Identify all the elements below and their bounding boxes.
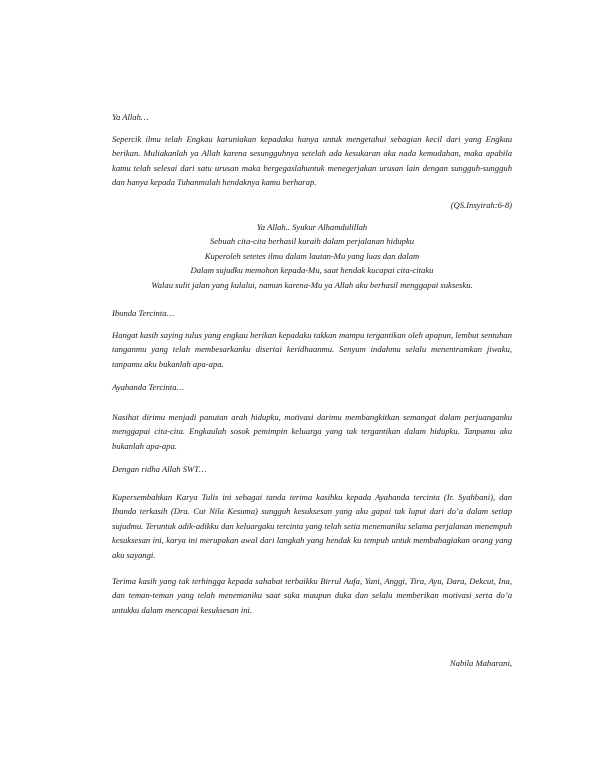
poem-line: Dalam sujudku memohon kepada-Mu, saat hendak kucapai cita-citaku (190, 265, 434, 276)
thanks-paragraph: Terima kasih yang tak terhingga kepada sahabat terbaikku Birrul Aufa, Yani, Anggi, Tira, Ayu, Dara, Dekcut, Ina, dan teman-teman yang telah menemaniku saat suka maupun duka dan selalu memberikan motivasi serta do’a untukku dalam mencapai kesuksesan ini. (112, 576, 512, 615)
ibunda-heading: Ibunda Tercinta… (112, 308, 175, 318)
ayahanda-heading: Ayahanda Tercinta… (112, 382, 185, 392)
poem-line: Walau sulit jalan yang kulalui, namun karena-Mu ya Allah aku berhasil menggapai suksesku. (151, 279, 473, 290)
ridha-heading: Dengan ridha Allah SWT… (112, 464, 207, 474)
poem-line: Ya Allah.. Syukur Alhamdulillah (256, 222, 368, 232)
poem (112, 220, 512, 292)
poem-line: Kuperoleh setetes ilmu dalam lautan-Mu yang luas dan dalam (204, 250, 420, 261)
salutation: Ya Allah… (112, 112, 149, 122)
ayahanda-paragraph: Nasihat dirimu menjadi panutan arah hidupku, motivasi darimu membangkitkan semangat dalam perjuanganku menggapai cita-cita. Engkaulah sosok pemimpin keluarga yang tak tergantikan dalam hidupku. Tanpamu aku bukanlah apa-apa. (112, 412, 512, 451)
dedication-paragraph: Kupersembahkan Karya Tulis ini sebagai tanda terima kasihku kepada Ayahanda tercinta (Ir. Syahbani), dan Ibunda terkasih (Dra. Cut Nila Kesuma) sungguh kesuksesan yang aku gapai tak luput dari do’a dalam setiap sujudmu. Teruntuk adik-adikku dan keluargaku tercinta yang telah setia menemaniku selama perjalanan menempuh kesuksesan ini, karya ini merupakan awal dari langkah yang hendak ku tempuh untuk membahagiakan orang yang aku sayangi. (112, 492, 512, 560)
poem-line: Sebuah cita-cita berhasil kuraih dalam perjalanan hidupku (209, 236, 415, 247)
paragraph-opening: Sepercik ilmu telah Engkau karuniakan kepadaku hanya untuk mengetahui sebagian kecil dari yang Engkau berikan. Muliakanlah ya Allah karena sesungguhnya setelah ada kesukaran aka nada kemudahan, maka apabila kamu telah selesai dari satu urusan maka bergegaslahuntuk menegerjakan urusan lain dengan sungguh-sungguh dan hanya kepada Tuhanmulah hendaknya kamu berharap. (112, 134, 512, 188)
citation: (QS.Insyirah:6-8) (450, 200, 512, 210)
ibunda-paragraph: Hangat kasih saying tulus yang engkau berikan kepadaku takkan mampu tergantikan oleh apapun, lembut sentuhan tanganmu yang telah membesarkanku disertai keridhaanmu. Senyum indahmu selalu menentramkan jiwaku, tanpamu aku bukanlah apa-apa. (112, 330, 512, 369)
signature: Nabila Maharani, (449, 658, 512, 668)
